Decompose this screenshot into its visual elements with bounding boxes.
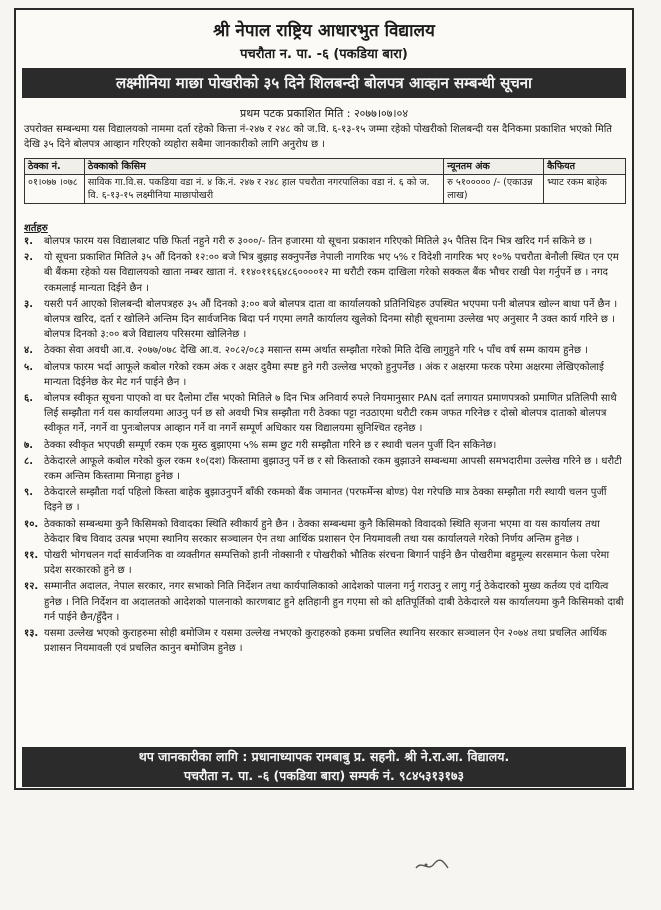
condition-text: यसमा उल्लेख भएको कुराहरुमा सोही बमोजिम र यसमा उल्लेख नभएको कुराहरुको हकमा प्रचलित स्थानिय सरकार सञ्चालन ऐन २०७४ तथा प्रचलित आर्थिक प्रशासन नियमावली एवं प्रचलित कानुन बमोजिम हुनेछ ।: [44, 628, 607, 655]
conditions-heading: शर्तहरु: [24, 223, 48, 234]
condition-text: यसरी पर्न आएको शिलबन्दी बोलपत्रहरु ३५ औं दिनको ३:०० बजे बोलपत्र दाता वा कार्यालयको प्रतिनिधिहरु उपस्थित भएपमा पनी बोलपत्र खोल्न बाधा पर्ने छैन । बोलपत्र खरिद, दर्ता र खोलिने अन्तिम दिन सार्वजनिक बिदा पर्न गएमा लगतै कार्यालय खुलेको दिनमा सोही सूचनामा उल्लेख भए अनुसार नै उक्त कार्य गरिने छ । बोलपत्र दिनको ३:०० बजे विद्यालय परिसरमा खोलिनेछ ।: [44, 298, 618, 341]
condition-text: ठेकेदारले आफूले कबोल गरेको कुल रकम १०(दश) किस्तामा बुझाउनु पर्ने छ र सो किस्ताको रकम बुझाउने सम्बन्धमा आपसी समभदारीमा उल्लेख गरिने छ । धरौटी रकम अन्तिम किस्तामा मिनाहा हुनेछ ।: [44, 455, 622, 483]
tender-notice: [14, 8, 634, 790]
footer-address-line: पचरौता न. पा. -६ (पकडिया बारा) सम्पर्क नं. ९८४५३१३१७३: [183, 768, 465, 783]
condition-item: [24, 250, 624, 296]
condition-number: १३.: [24, 628, 39, 640]
ink-mark: [412, 856, 452, 874]
condition-item: [24, 360, 624, 390]
condition-number: १.: [24, 236, 33, 247]
condition-number: ४.: [24, 345, 33, 357]
header-contract-no: ठेक्का नं.: [25, 159, 85, 175]
condition-item: [24, 579, 624, 625]
condition-number: ३.: [24, 298, 33, 310]
condition-item: [24, 234, 624, 249]
conditions-list: [24, 234, 624, 657]
header-remarks: कैफियत: [544, 159, 626, 175]
cell-remarks: भ्याट रकम बाहेक: [544, 175, 626, 204]
condition-text: ठेक्काको सम्बन्धमा कुनै किसिमको विवादका स्थिति स्वीकार्य हुने छैन । ठेक्का सम्बन्धमा कुनै किसिमको विवादको स्थिति सृजना भएमा वा यस कार्यालय तथा ठेकेदार बिच विवाद उत्पन्न भएमा स्थानिय सरकार सञ्चालन ऐन तथा आर्थिक प्रशासन ऐन नियमावली तथा यस कार्यालयले गरेको निर्णय अन्तिम हुनेछ ।: [44, 518, 600, 545]
header-min-amount: न्यूनतम अंक: [444, 159, 544, 175]
condition-number: ६.: [24, 393, 33, 405]
notice-title-banner: लक्ष्मीनिया माछा पोखरीको ३५ दिने शिलबन्दी बोलपत्र आव्हान सम्बन्धी सूचना: [22, 68, 626, 98]
table-row: [25, 175, 626, 204]
condition-item: [24, 548, 624, 578]
condition-item: [24, 454, 624, 484]
cell-description: साविक गा.वि.स. पकडिया वडा नं. ४ कि.नं. २४७ र २४८ हाल पचरौता नगरपालिका वडा नं. ६ को ज. वि. ६-१३-१५ लक्ष्मीनिया माछापोखरी: [84, 175, 443, 204]
condition-number: १२.: [24, 581, 39, 593]
condition-text: यो सूचना प्रकाशित मितिले ३५ औं दिनको १२:०० बजे भित्र बुझाइ सक्नुपर्नेछ नेपाली नागरिक भए ५% र विदेशी नागरिक भए १०% पचरौता बेनौली स्थित एन एम बी बैंकमा रहेको यस विद्यालयको खाता नम्बर खाता नं. ११४०११६६४८६००००१२ मा धरौटी रकम दाखिला गरेको सक्कल बैंक भौचर राखी पेश गर्नुपर्ने छ । नगद रकमलाई मान्यता दिईने छैन ।: [44, 252, 619, 294]
condition-number: १०.: [24, 518, 39, 530]
condition-text: ठेक्का स्वीकृत भएपछी सम्पूर्ण रकम एक मुस्ठ बुझाएमा ५% सम्म छुट गरी सम्झौता गरिने छ र स्थावी चलन पुर्जी दिन सकिनेछ।: [44, 439, 497, 451]
publish-date: प्रथम पटक प्रकाशित मिति : २०७७।०७।०४: [239, 107, 409, 120]
condition-text: बोलपत्र फारम भर्दा आफूले कबोल गरेको रकम अंक र अक्षर दुवैमा स्पष्ट हुने गरी उल्लेख भएको हुनुपर्नेछ । अंक र अक्षरमा फरक परेमा अक्षरमा लेखिएकोलाई मान्यता दिईनेछ केर मेट गर्न पाईने छैन ।: [44, 361, 604, 388]
condition-number: ७.: [24, 439, 33, 451]
condition-item: [24, 343, 624, 358]
condition-item: [24, 391, 624, 437]
condition-item: [24, 297, 624, 343]
condition-text: बोलपत्र फारम यस विद्यालबाट पछि फिर्ता नहुने गरी रु ३०००/- तिन हजारमा यो सूचना प्रकाशन गरिएको मितिले ३५ पैतिस दिन भित्र खरिद गर्न सकिने छ ।: [44, 236, 593, 247]
condition-item: [24, 517, 624, 547]
condition-number: ९.: [24, 487, 33, 499]
header-contract-type: ठेक्काको किसिम: [84, 159, 443, 175]
condition-text: ठेकेदारले सम्झौता गर्दा पहिलो किस्ता बाहेक बुझाउनुपर्ने बाँकी रकमको बैंक जमानत (परफर्मेन्स बोण्ड) पेश गरेपछि मात्र ठेक्का सम्झौता गरी स्थायी चलन पुर्जी दिइने छ ।: [44, 487, 607, 514]
condition-text: सम्मानीत अदालत, नेपाल सरकार, नगर सभाको निति निर्देशन तथा कार्यपालिकाको आदेशको पालना गर्नु गराउनु र लागु गर्नु ठेकेदारको मुख्य कर्तव्य एवं दायित्व हुनेछ । निति निर्देशन वा अदालतको आदेशको पालनाको कारणबाट हुने क्षतिहानी हुन गएमा सो को क्षतिपूर्तिको दाबी ठेकेदारले यस कार्यालयमा कुनै किसिमको दाबी गर्न पाईने छैन/हुँदैन ।: [44, 581, 624, 623]
contact-footer-banner: [22, 747, 626, 787]
cell-min-amount: रु ५१००००० /- (एकाउन्न लाख): [444, 175, 544, 204]
condition-number: ११.: [24, 550, 39, 562]
footer-contact-line: थप जानकारीका लागि : प्रधानाध्यापक रामबाबु प्र. सहनी. श्री ने.रा.आ. विद्यालय.: [138, 749, 510, 764]
school-name: श्री नेपाल राष्ट्रिय आधारभुत विद्यालय: [213, 21, 435, 41]
condition-number: ५.: [24, 361, 33, 373]
school-address: पचरौता न. पा. -६ (पकडिया बारा): [240, 47, 408, 62]
condition-item: [24, 438, 624, 453]
cell-contract-no: ०१।०७७ ।०७८: [25, 175, 85, 204]
condition-text: बोलपत्र स्वीकृत सूचना पाएको वा घर दैलोमा टाँस भएको मितिले ७ दिन भित्र अनिवार्य रुपले नियमानुसार PAN दर्ता लगायत प्रमाणपत्रको प्रमाणित प्रतिलिपी साथै लिई सम्झौता गर्न यस कार्यालयमा आउनु पर्न छ सो अवधी भित्र सम्झौता गरी ठेक्का पट्टा नउठाएमा धरौटी रकम जफत गरिनेछ र दोस्रो बोलपत्र दाताको बोलपत्र स्वीकृत गर्ने, नगर्ने वा पुनःबोलपत्र आव्हान गर्ने वा नगर्ने सम्पूर्ण अधिकार यस विद्यालयमा सुनिश्चित रहनेछ ।: [44, 393, 617, 435]
contract-table: [24, 158, 626, 204]
condition-text: ठेक्का सेवा अवधी आ.व. २०७७/०७८ देखि आ.व. २०८२/०८३ मसान्त सम्म अर्थात सम्झौता गरेको मिति देखि लागुहुने गरि ५ पाँच वर्ष सम्म कायम हुनेछ ।: [44, 345, 588, 357]
condition-number: ८.: [24, 455, 33, 467]
condition-item: [24, 626, 624, 656]
table-header-row: [25, 159, 626, 175]
condition-text: पोखरी भोगचलन गर्दा सार्वजनिक वा व्यक्तीगत सम्पत्तिको हानी नोक्सानी र पोखरीको भौतिक संरचना बिगार्न पाईने छैन पोखरीमा बहुमूल्य सरसमान फेला परेमा प्रदेश सरकारको हुने छ ।: [44, 550, 610, 577]
condition-item: [24, 485, 624, 515]
intro-paragraph: उपरोक्त सम्बन्धमा यस विद्यालयको नाममा दर्ता रहेको कित्ता नं-२४७ र २४८ को ज.वि. ६-१३-१५ जम्मा रहेको पोखरीको शिलबन्दी यस दैनिकमा प्रकाशित भएको मिति देखि ३५ दिने बोलपत्र आव्हान गरिएको व्यहोरा सबैमा जानकारीको लागि अनुरोध छ ।: [24, 124, 613, 150]
condition-number: २.: [24, 252, 33, 264]
